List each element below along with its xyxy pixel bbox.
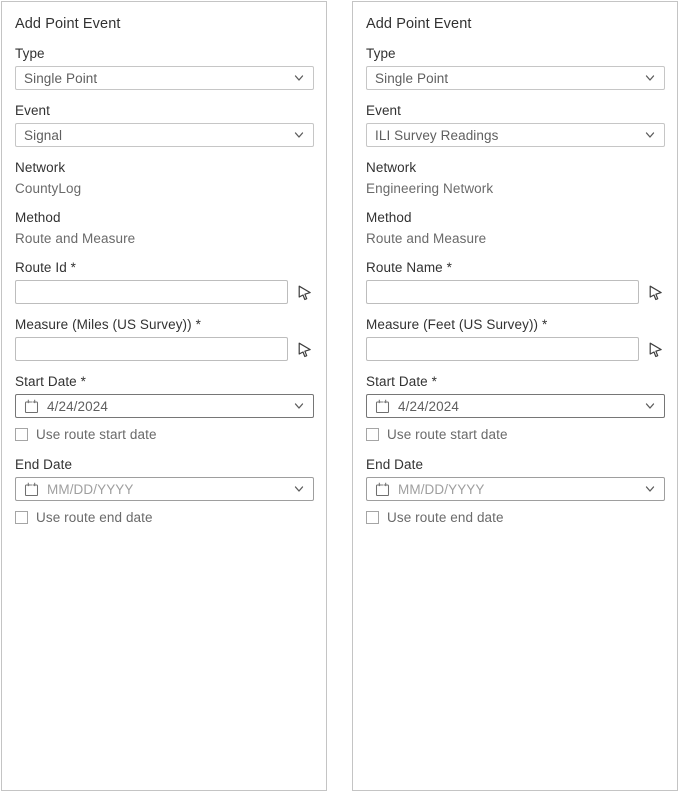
end-date-picker[interactable]	[15, 477, 314, 501]
method-value: Route and Measure	[366, 231, 487, 246]
use-route-end-date-checkbox[interactable]	[366, 511, 379, 524]
measure-input[interactable]	[15, 337, 288, 361]
select-route-on-map-icon	[647, 341, 664, 358]
calendar-icon	[24, 399, 39, 414]
select-route-on-map-icon	[296, 341, 313, 358]
use-route-end-date-checkbox[interactable]	[15, 511, 28, 524]
add-point-event-panel-2	[352, 1, 678, 791]
start-date-picker[interactable]	[366, 394, 665, 418]
event-label: Event	[366, 103, 402, 118]
route-name-input[interactable]	[366, 280, 639, 304]
measure-input[interactable]	[366, 337, 639, 361]
page-title: Add Point Event	[15, 16, 121, 32]
select-route-on-map-icon	[296, 284, 313, 301]
use-route-end-date-label: Use route end date	[36, 510, 153, 525]
start-date-field-group	[366, 373, 665, 442]
measure-label: Measure (Miles (US Survey)) *	[15, 317, 201, 332]
start-date-field-group	[15, 373, 314, 442]
page-title: Add Point Event	[366, 16, 472, 32]
end-date-field-group	[366, 456, 665, 525]
type-label: Type	[15, 46, 45, 61]
use-route-start-date-row[interactable]	[15, 427, 314, 442]
calendar-icon	[375, 482, 390, 497]
end-date-label: End Date	[366, 457, 424, 472]
type-select-value: Single Point	[375, 70, 449, 86]
network-field-group	[15, 159, 314, 197]
use-route-end-date-row[interactable]	[15, 510, 314, 525]
route-name-field-group	[366, 259, 665, 304]
chevron-down-icon	[293, 400, 305, 412]
measure-label: Measure (Feet (US Survey)) *	[366, 317, 548, 332]
start-date-value: 4/24/2024	[398, 398, 459, 414]
end-date-placeholder: MM/DD/YYYY	[47, 481, 134, 497]
method-label: Method	[366, 210, 412, 225]
method-field-group	[15, 209, 314, 247]
measure-field-group	[366, 316, 665, 361]
chevron-down-icon	[293, 483, 305, 495]
network-value: CountyLog	[15, 181, 82, 196]
chevron-down-icon	[644, 72, 656, 84]
method-field-group	[366, 209, 665, 247]
use-route-start-date-checkbox[interactable]	[366, 428, 379, 441]
measure-field-group	[15, 316, 314, 361]
chevron-down-icon	[644, 129, 656, 141]
chevron-down-icon	[293, 72, 305, 84]
event-field-group	[15, 102, 314, 147]
select-route-on-map-icon	[647, 284, 664, 301]
event-select[interactable]	[366, 123, 665, 147]
network-value: Engineering Network	[366, 181, 494, 196]
event-select-value: Signal	[24, 127, 63, 143]
type-field-group	[15, 45, 314, 90]
start-date-label: Start Date *	[366, 374, 437, 389]
end-date-placeholder: MM/DD/YYYY	[398, 481, 485, 497]
type-label: Type	[366, 46, 396, 61]
end-date-label: End Date	[15, 457, 73, 472]
method-value: Route and Measure	[15, 231, 136, 246]
route-id-map-picker-button[interactable]	[294, 282, 314, 302]
network-label: Network	[366, 160, 417, 175]
route-name-map-picker-button[interactable]	[645, 282, 665, 302]
route-id-label: Route Id *	[15, 260, 77, 275]
type-select[interactable]	[15, 66, 314, 90]
add-point-event-panel-1	[1, 1, 327, 791]
measure-map-picker-button[interactable]	[294, 339, 314, 359]
chevron-down-icon	[644, 483, 656, 495]
use-route-start-date-label: Use route start date	[387, 427, 508, 442]
start-date-value: 4/24/2024	[47, 398, 108, 414]
use-route-start-date-checkbox[interactable]	[15, 428, 28, 441]
network-field-group	[366, 159, 665, 197]
event-field-group	[366, 102, 665, 147]
event-label: Event	[15, 103, 51, 118]
type-select-value: Single Point	[24, 70, 98, 86]
event-select[interactable]	[15, 123, 314, 147]
network-label: Network	[15, 160, 66, 175]
use-route-end-date-row[interactable]	[366, 510, 665, 525]
chevron-down-icon	[644, 400, 656, 412]
route-id-field-group	[15, 259, 314, 304]
method-label: Method	[15, 210, 61, 225]
route-id-input[interactable]	[15, 280, 288, 304]
type-select[interactable]	[366, 66, 665, 90]
calendar-icon	[24, 482, 39, 497]
end-date-field-group	[15, 456, 314, 525]
end-date-picker[interactable]	[366, 477, 665, 501]
type-field-group	[366, 45, 665, 90]
start-date-picker[interactable]	[15, 394, 314, 418]
route-name-label: Route Name *	[366, 260, 452, 275]
start-date-label: Start Date *	[15, 374, 86, 389]
use-route-start-date-row[interactable]	[366, 427, 665, 442]
use-route-end-date-label: Use route end date	[387, 510, 504, 525]
calendar-icon	[375, 399, 390, 414]
chevron-down-icon	[293, 129, 305, 141]
measure-map-picker-button[interactable]	[645, 339, 665, 359]
event-select-value: ILI Survey Readings	[375, 127, 499, 143]
use-route-start-date-label: Use route start date	[36, 427, 157, 442]
